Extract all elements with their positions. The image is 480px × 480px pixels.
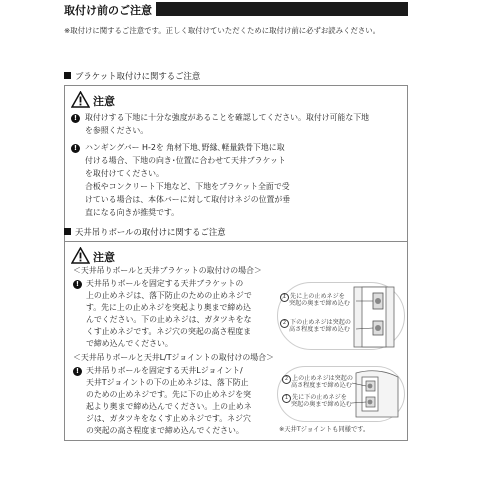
text-line: 付ける場合、下地の向き･位置に合わせて天井ブラケット: [85, 156, 286, 165]
section-bracket-title-text: ブラケット取付けに関するご注意: [75, 71, 201, 81]
label-line: 高さ程度まで締め込む: [289, 326, 350, 333]
exclamation-bullet-icon: !: [73, 367, 82, 376]
text-line: で締め込んでください。: [86, 339, 173, 348]
label-line: 下の止めネジは突起の: [290, 319, 351, 326]
square-bullet-icon: [64, 72, 71, 79]
joint-note: ※天井Tジョイントも同様です。: [279, 426, 370, 433]
ball-joint-text: [86, 367, 252, 439]
text-line: ハンギングバー H-2を 角材下地､野縁､軽量鉄骨下地に取: [85, 143, 285, 152]
bracket-screw-diagram: [277, 282, 405, 350]
text-line: ジは、ガタツキをなくす止めネジです。ネジ穴: [86, 414, 251, 423]
text-line: す。先に上の止めネジを突起より奥まで締め込: [86, 303, 252, 312]
label-line: 突起の奥まで締め込む: [291, 401, 352, 408]
text-line: 取付けする下地に十分な強度があることを確認してください。取付け可能な下地: [85, 113, 370, 122]
text-line: を参照ください。: [85, 126, 149, 135]
text-line: のための止めネジです。先に下の止めネジを突: [86, 390, 252, 399]
text-line: 直になる向きが推奨です。: [85, 208, 180, 217]
text-line: の突起の高さ程度まで締め込んでください。: [86, 426, 244, 435]
label-line: 先に下の止めネジを: [292, 394, 347, 401]
text-line: 合板やコンクリート下地など、下地をブラケット全面で受: [85, 182, 290, 191]
label-line: 先に上の止めネジを: [290, 293, 345, 300]
sub-heading-bracket: ＜天井吊りボールと天井ブラケットの取付けの場合＞: [73, 266, 262, 275]
label-line: 高さ程度まで締め込む: [291, 382, 352, 389]
page-title: 取付け前のご注意: [64, 4, 152, 17]
joint-screw-diagram: [277, 366, 405, 422]
title-bar-decoration: [156, 2, 408, 16]
exclamation-bullet-icon: !: [71, 144, 80, 153]
text-line: 起より奥まで締め込んでください。上の止めネ: [86, 402, 252, 411]
label-line: 突起の奥まで締め込む: [289, 300, 350, 307]
section-ball-title: [64, 226, 226, 238]
text-line: んでください。下の止めネジは、ガタツキをな: [86, 315, 252, 324]
warning-triangle-icon: [71, 91, 90, 108]
text-line: 天井吊りボールを固定する天井Lジョイント/: [86, 366, 243, 375]
caution-box-ball: [64, 241, 408, 441]
label-line: 上の止めネジは突起の: [292, 375, 353, 382]
circled-number: 2: [282, 375, 291, 384]
circled-number: 1: [280, 293, 289, 302]
caution-label: 注意: [93, 95, 115, 108]
caution-box-bracket: [64, 85, 408, 267]
text-line: を取付けてください。: [85, 169, 164, 178]
circled-number: 1: [282, 394, 291, 403]
bracket-item-2: [85, 144, 290, 222]
header-note: ※取付けに関するご注意です。正しく取付けていただくために取付け前に必ずお読みください。: [64, 26, 381, 35]
bracket-item-1: [85, 114, 369, 140]
caution-label: 注意: [93, 251, 115, 264]
text-line: くす止めネジです。ネジ穴の突起の高さ程度ま: [86, 327, 252, 336]
text-line: 上の止めネジは、落下防止のための止めネジで: [86, 291, 252, 300]
ball-bracket-text: [86, 280, 252, 352]
section-bracket-title: [64, 70, 200, 82]
sub-heading-joint: ＜天井吊りボールと天井L/Tジョイントの取付けの場合＞: [73, 353, 274, 362]
text-line: けている場合は、本体バーに対して取付けネジの位置が垂: [85, 195, 291, 204]
warning-triangle-icon: [71, 247, 90, 264]
circled-number: 2: [280, 319, 289, 328]
square-bullet-icon: [64, 228, 71, 235]
section-ball-title-text: 天井吊りボールの取付けに関するご注意: [75, 227, 226, 237]
exclamation-bullet-icon: !: [71, 114, 80, 123]
text-line: 天井吊りボールを固定する天井ブラケットの: [86, 279, 244, 288]
text-line: 天井Tジョイントの下の止めネジは、落下防止: [86, 378, 249, 387]
exclamation-bullet-icon: !: [73, 280, 82, 289]
